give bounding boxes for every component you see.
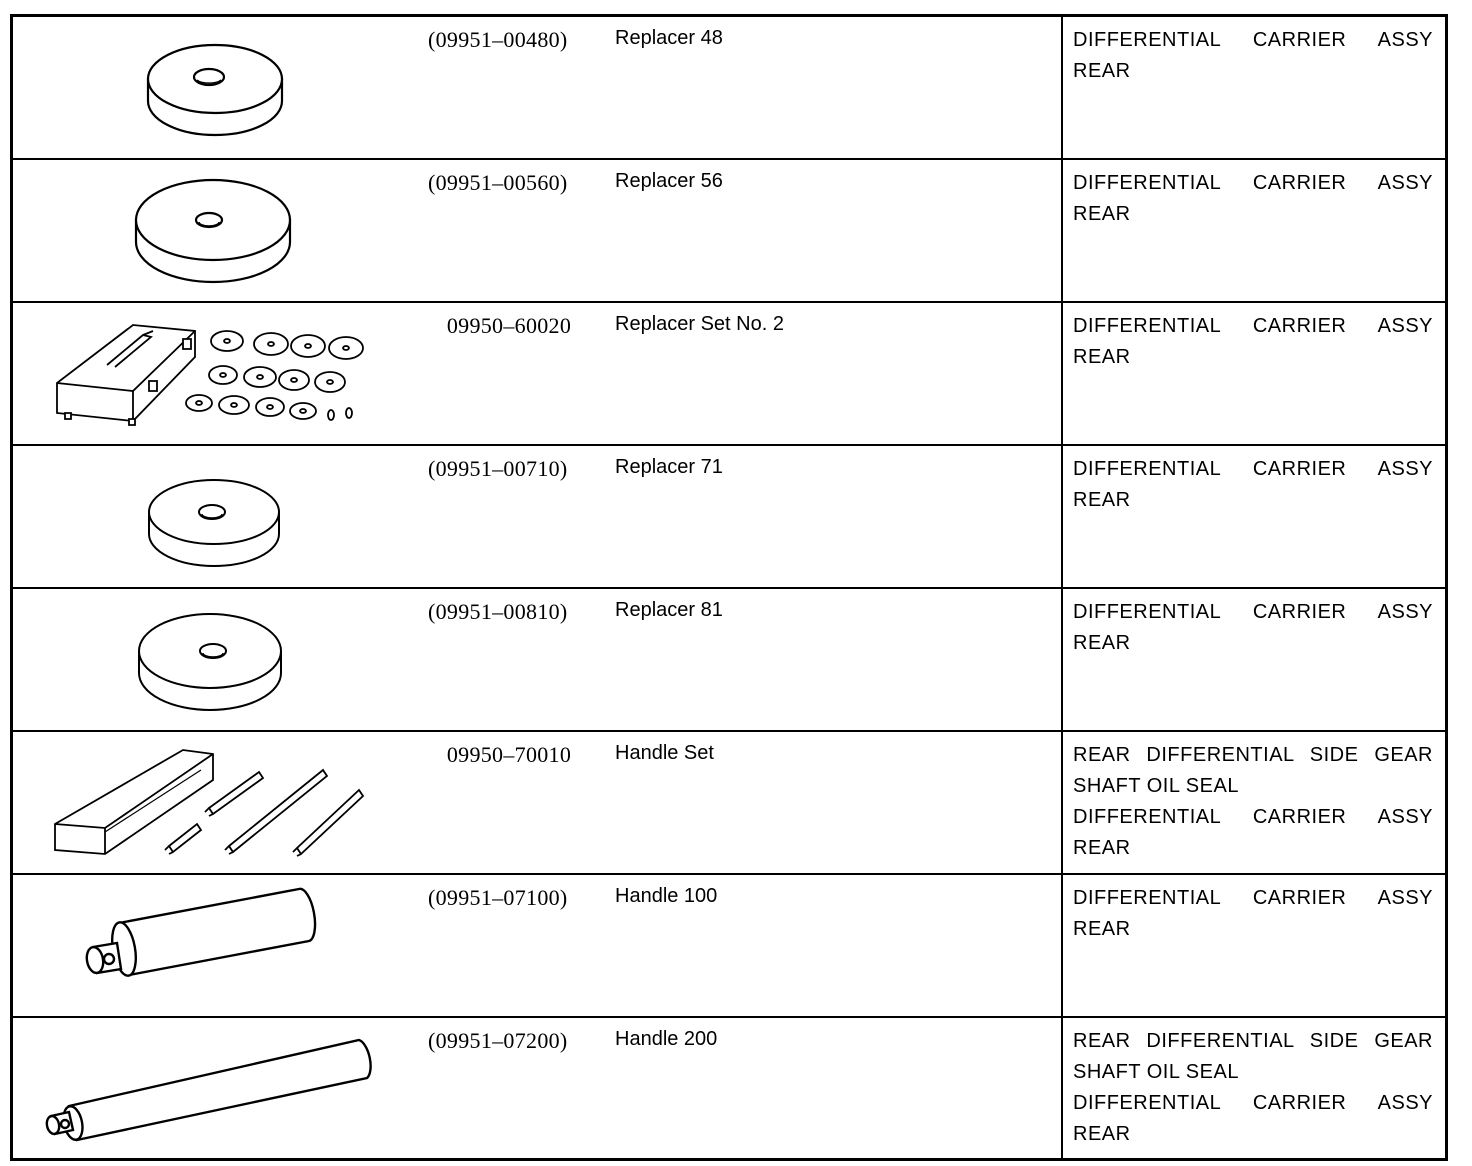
usage-cell — [1062, 16, 1447, 159]
usage-line: DIFFERENTIAL CARRIER ASSY — [1073, 314, 1433, 337]
part-number: (09951–07100) — [428, 884, 568, 910]
tool-name-cell — [607, 445, 1062, 588]
usage-line: REAR — [1073, 202, 1131, 225]
usage-line: REAR — [1073, 1122, 1131, 1145]
usage-line: REAR — [1073, 488, 1131, 511]
illustration-cell — [12, 874, 426, 1017]
part-number: (09951–07200) — [428, 1027, 568, 1053]
tool-name-cell — [607, 874, 1062, 1017]
tool-name: Replacer 71 — [615, 455, 723, 478]
usage-line: DIFFERENTIAL CARRIER ASSY — [1073, 171, 1433, 194]
tool-name-cell — [607, 588, 1062, 731]
tool-name: Handle Set — [615, 741, 714, 764]
usage-line: REAR — [1073, 345, 1131, 368]
table-row — [12, 16, 1447, 159]
replacer-disc-icon — [13, 160, 423, 301]
part-number-cell — [425, 874, 607, 1017]
usage-line: SHAFT OIL SEAL — [1073, 1060, 1239, 1083]
usage-line: REAR DIFFERENTIAL SIDE GEAR — [1073, 1029, 1433, 1052]
handle-short-icon — [13, 875, 423, 1016]
tool-name: Replacer Set No. 2 — [615, 312, 784, 335]
illustration-cell — [12, 1017, 426, 1160]
usage-line: SHAFT OIL SEAL — [1073, 774, 1239, 797]
usage-line: REAR — [1073, 836, 1131, 859]
illustration-cell — [12, 445, 426, 588]
replacer-disc-icon — [13, 17, 423, 158]
part-number: (09951–00480) — [428, 27, 568, 52]
usage-line: DIFFERENTIAL CARRIER ASSY — [1073, 1091, 1433, 1114]
usage-cell — [1062, 874, 1447, 1017]
handle-set-icon — [13, 732, 423, 873]
table-row — [12, 874, 1447, 1017]
part-number-cell — [425, 302, 607, 445]
usage-line: DIFFERENTIAL CARRIER ASSY — [1073, 29, 1433, 51]
replacer-disc-icon — [13, 589, 423, 730]
tool-name: Replacer 81 — [615, 598, 723, 621]
usage-line: DIFFERENTIAL CARRIER ASSY — [1073, 805, 1433, 828]
illustration-cell — [12, 731, 426, 874]
usage-line: REAR — [1073, 917, 1131, 940]
handle-long-icon — [13, 1018, 423, 1159]
usage-cell — [1062, 588, 1447, 731]
part-number-cell — [425, 16, 607, 159]
tool-name: Replacer 48 — [615, 27, 723, 49]
part-number-cell — [425, 731, 607, 874]
usage-line: DIFFERENTIAL CARRIER ASSY — [1073, 600, 1433, 623]
tool-name: Handle 100 — [615, 884, 718, 907]
usage-line: DIFFERENTIAL CARRIER ASSY — [1073, 886, 1433, 909]
table-row — [12, 1017, 1447, 1160]
table-row — [12, 445, 1447, 588]
usage-cell — [1062, 1017, 1447, 1160]
usage-cell — [1062, 302, 1447, 445]
tool-name: Replacer 56 — [615, 169, 723, 192]
part-number-cell — [425, 1017, 607, 1160]
illustration-cell — [12, 302, 426, 445]
illustration-cell — [12, 16, 426, 159]
tool-name-cell — [607, 159, 1062, 302]
tool-name-cell — [607, 16, 1062, 159]
tool-name-cell — [607, 1017, 1062, 1160]
part-number: 09950–70010 — [446, 741, 572, 767]
usage-cell — [1062, 731, 1447, 874]
usage-cell — [1062, 445, 1447, 588]
part-number: (09951–00710) — [428, 455, 568, 481]
illustration-cell — [12, 159, 426, 302]
replacer-disc-icon — [13, 446, 423, 587]
usage-cell — [1062, 159, 1447, 302]
usage-line: REAR DIFFERENTIAL SIDE GEAR — [1073, 743, 1433, 766]
table-row — [12, 159, 1447, 302]
usage-line: REAR — [1073, 631, 1131, 654]
tool-name-cell — [607, 302, 1062, 445]
replacer-set-case-icon — [13, 303, 423, 444]
usage-line: DIFFERENTIAL CARRIER ASSY — [1073, 457, 1433, 480]
table-row — [12, 731, 1447, 874]
tool-name-cell — [607, 731, 1062, 874]
part-number-cell — [425, 159, 607, 302]
part-number: (09951–00560) — [428, 169, 568, 195]
illustration-cell — [12, 588, 426, 731]
part-number-cell — [425, 445, 607, 588]
table-row — [12, 302, 1447, 445]
part-number: 09950–60020 — [446, 312, 572, 338]
usage-line: REAR — [1073, 60, 1131, 82]
part-number-cell — [425, 588, 607, 731]
tool-name: Handle 200 — [615, 1027, 718, 1050]
table-row — [12, 588, 1447, 731]
special-tools-table — [10, 14, 1448, 1161]
part-number: (09951–00810) — [428, 598, 568, 624]
